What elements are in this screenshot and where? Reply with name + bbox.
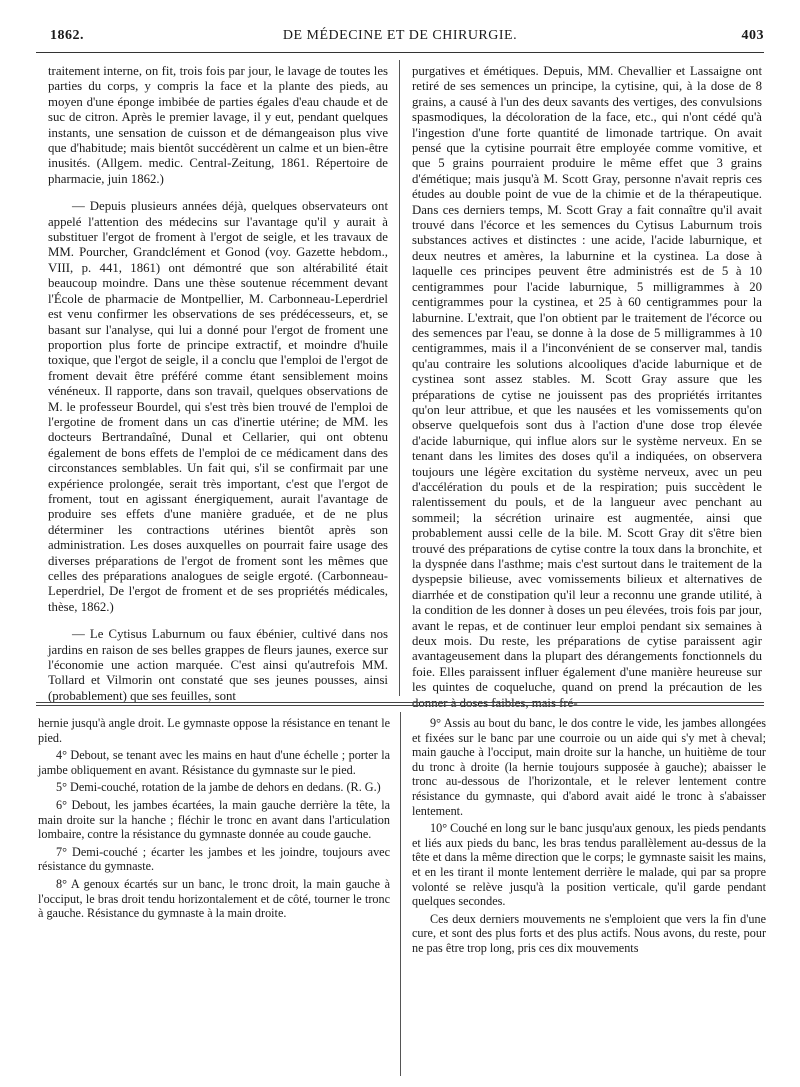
left-paragraph: — Le Cytisus Laburnum ou faux ébénier, cultivé dans nos jardins en raison de ses belles grappes de fleurs jaunes, exerce sur l'économie une action marquée. C'est ainsi qu'autrefois MM. Tollard et Vilmorin ont constaté que ses jeunes pousses, ainsi (probablement) que ses feuilles, sont (48, 627, 388, 703)
footer-right-column (412, 716, 766, 1078)
right-column (412, 64, 762, 710)
left-paragraph: traitement interne, on fit, trois fois par jour, le lavage de toutes les parties du corps, y compris la face et la plante des pieds, au moyen d'une éponge imbibée de parties égales d'eau chaude et de suc de citron. Après le premier lavage, il y eut, pendant quelques instants, une sensation de cuisson et de démangeaison plus vive que d'habitude; mais bientôt succédèrent un calme et un bien-être inusités. (Allgem. medic. Central-Zeitung, 1861. Répertoire de pharmacie, juin 1862.) (48, 64, 388, 186)
page-header (36, 28, 764, 50)
page-number: 403 (741, 28, 764, 43)
column-divider (399, 60, 400, 696)
footer-right-paragraph: 9° Assis au bout du banc, le dos contre le vide, les jambes allongées et fixées sur le banc par une courroie ou un aide qui s'y met à cheval; main gauche à l'occiput, main droite sur la hanche, un huitième de tour du tronc à droite (la hernie toujours supposée à gauche); abaisser le tronc au-dessous de l'horizontale, et le relever lentement contre résistance du gymnaste, qui d'abord avait aidé le tronc à s'abaisser lentement. (412, 716, 766, 818)
footer-right-paragraph: 10° Couché en long sur le banc jusqu'aux genoux, les pieds pendants et liés aux pieds du banc, les bras tendus parallèlement au-dessus de la tête et dans la même direction que le corps; le gymnaste saisit les mains, et en les tirant il monte lentement derrière le malade, qui par sa propre volonté se relève jusqu'à la position verticale, qu'il garde pendant quelques secondes. (412, 821, 766, 909)
footer-left-paragraph: 6° Debout, les jambes écartées, la main gauche derrière la tête, la main droite sur la hanche ; fléchir le tronc en avant dans l'articulation lombaire, contre la résistance du gymnaste donnée au coude gauche. (38, 797, 390, 842)
header-rule (36, 52, 764, 53)
footer-left-paragraph: 4° Debout, se tenant avec les mains en haut d'une échelle ; porter la jambe obliquement en avant. Résistance du gymnaste sur le pied. (38, 748, 390, 777)
footer-left-column (38, 716, 390, 1078)
left-column (48, 64, 388, 703)
footer-column-divider (400, 712, 401, 1076)
footer-right-paragraph: Ces deux derniers mouvements ne s'emploient que vers la fin d'une cure, et sont des plus forts et des plus actifs. Nous avons, du reste, pour ne pas être trop long, pris ces dix mouvements (412, 911, 766, 955)
footer-left-paragraph: 5° Demi-couché, rotation de la jambe de dehors en dedans. (R. G.) (56, 780, 381, 795)
section-rule (36, 702, 764, 703)
right-paragraph: purgatives et émétiques. Depuis, MM. Chevallier et Lassaigne ont retiré de ses semences un principe, la cytisine, qui, à la dose de 8 grains, a causé à l'un des deux savants des vertiges, des convulsions spasmodiques, la décoloration de la face, etc., qui n'ont cédé qu'à l'ingestion d'une forte quantité de limonade tartrique. On avait pensé que la cytisine pourrait être employée comme vomitive, et que 5 grains pourraient produire le même effet que 3 grains d'émétique; mais jusqu'à M. Scott Gray, personne n'avait repris ces études au double point de vue de la chimie et de la thérapeutique. Dans ces derniers temps, M. Scott Gray a fait connaître qu'il avait trouvé dans l'écorce et les semences du Cytisus Laburnum trois substances actives et distinctes : une acide, l'acide laburnique, et deux neutres et amères, la laburnine et la cystinea. La dose à laquelle ces principes peuvent être administrés est de 5 à 10 centigrammes pour l'acide laburnique, 5 milligrammes à 20 centigrammes pour la cystinea, et 25 à 60 centigrammes pour la laburnine. L'extrait, que l'on obtient par le traitement de l'écorce ou des semences par l'eau, se donne à la dose de 5 milligrammes à 10 centigrammes, mais il a l'inconvénient de se conserver mal, tandis qu'au contraire les solutions alcooliques d'acide laburnique et de cystinea sont assez stables. M. Scott Gray assure que les préparations de cytise ne jouissent pas des propriétés irritantes qu'on leur attribue, et que les nausées et les vomissements qu'on observe quelquefois sont dus à l'action d'une dose trop élevée d'acide laburnique, qui influe alors sur le système nerveux. En se tenant dans les limites des doses qu'il a indiquées, on observera toujours une légère excitation du système nerveux, avec un peu d'accélération du pouls et de la respiration; puis succèdent le ralentissement du pouls, et de la langueur avec penchant au sommeil; la sécrétion urinaire est augmentée, ainsi que probablement aussi celle de la bile. M. Scott Gray dit s'être bien trouvé des préparations de cytise contre la toux dans la bronchite, et la dyspnée dans l'asthme; mais c'est surtout dans le traitement de la dyspepsie bilieuse, avec vomissements bilieux et alternatives de diarrhée et de constipation qu'il leur a reconnu une grande utilité, à la condition de les donner à doses un peu élevées, trois fois par jour, avant le repas, et de continuer leur emploi pendant six semaines à deux mois. Du reste, les préparations de cytise paraissent agir avantageusement dans la plupart des dérangements fonctionnels du foie. Elles paraissent influer également d'une manière heureuse sur les quintes de coqueluche, quand on prend la précaution de les donner à doses faibles, mais fré- (412, 64, 762, 710)
header-title: DE MÉDECINE ET DE CHIRURGIE. (282, 28, 518, 43)
left-paragraph: — Depuis plusieurs années déjà, quelques observateurs ont appelé l'attention des médecins sur l'avantage qu'il y aurait à substituer l'ergot de froment à l'ergot de seigle, et les travaux de MM. Pourcher, Grandclément et Gonod (voy. Gazette hebdom., VIII, p. 441, 1861) ont démontré que son altérabilité était beaucoup moindre. Dans une thèse soutenue récemment devant l'École de pharmacie de Montpellier, M. Carbonneau-Leperdriel est venu confirmer les observations de ses prédécesseurs, et, se basant sur l'analyse, qui lui a donné pour l'ergot de froment une proportion plus forte de principe extractif, et moindre d'huile toxique, que l'ergot de seigle, il a conclu que l'emploi de l'ergot de froment devait être préféré comme étant sensiblement moins vénéneux. Il rapporte, dans son travail, quelques observations de M. le professeur Bourdel, qui s'est très bien trouvé de l'emploi de l'ergotine de froment dans un cas d'inertie utérine; de MM. les docteurs Bertrandaîné, Dunal et Cellarier, qui ont obtenu également de bons effets de l'emploi de ce médicament dans des circonstances semblables. Un fait qui, s'il se confirmait par une expérience prolongée, serait très important, c'est que l'ergot de froment, tout en agissant énergiquement, aurait l'avantage de produire ses effets d'une manière graduée, et de ne plus déterminer les contractions utérines bientôt après son administration. Les doses auxquelles on pourrait faire usage des diverses préparations de l'ergot de froment sont les mêmes que celles des préparations analogues de seigle ergoté. (Carbonneau-Leperdriel, De l'ergot de froment et de ses propriétés médicales, thèse, 1862.) (48, 199, 388, 614)
footer-left-paragraph: 8° A genoux écartés sur un banc, le tronc droit, la main gauche à l'occiput, le bras droit tendu horizontalement et de côté, tourner le tronc à gauche. Résistance du gymnaste à la main droite. (38, 876, 390, 921)
footer-left-paragraph: 7° Demi-couché ; écarter les jambes et les joindre, toujours avec résistance du gymnaste. (38, 844, 390, 874)
header-year: 1862. (50, 28, 84, 43)
footer-left-paragraph: hernie jusqu'à angle droit. Le gymnaste oppose la résistance en tenant le pied. (38, 716, 390, 745)
section-rule (36, 705, 764, 706)
